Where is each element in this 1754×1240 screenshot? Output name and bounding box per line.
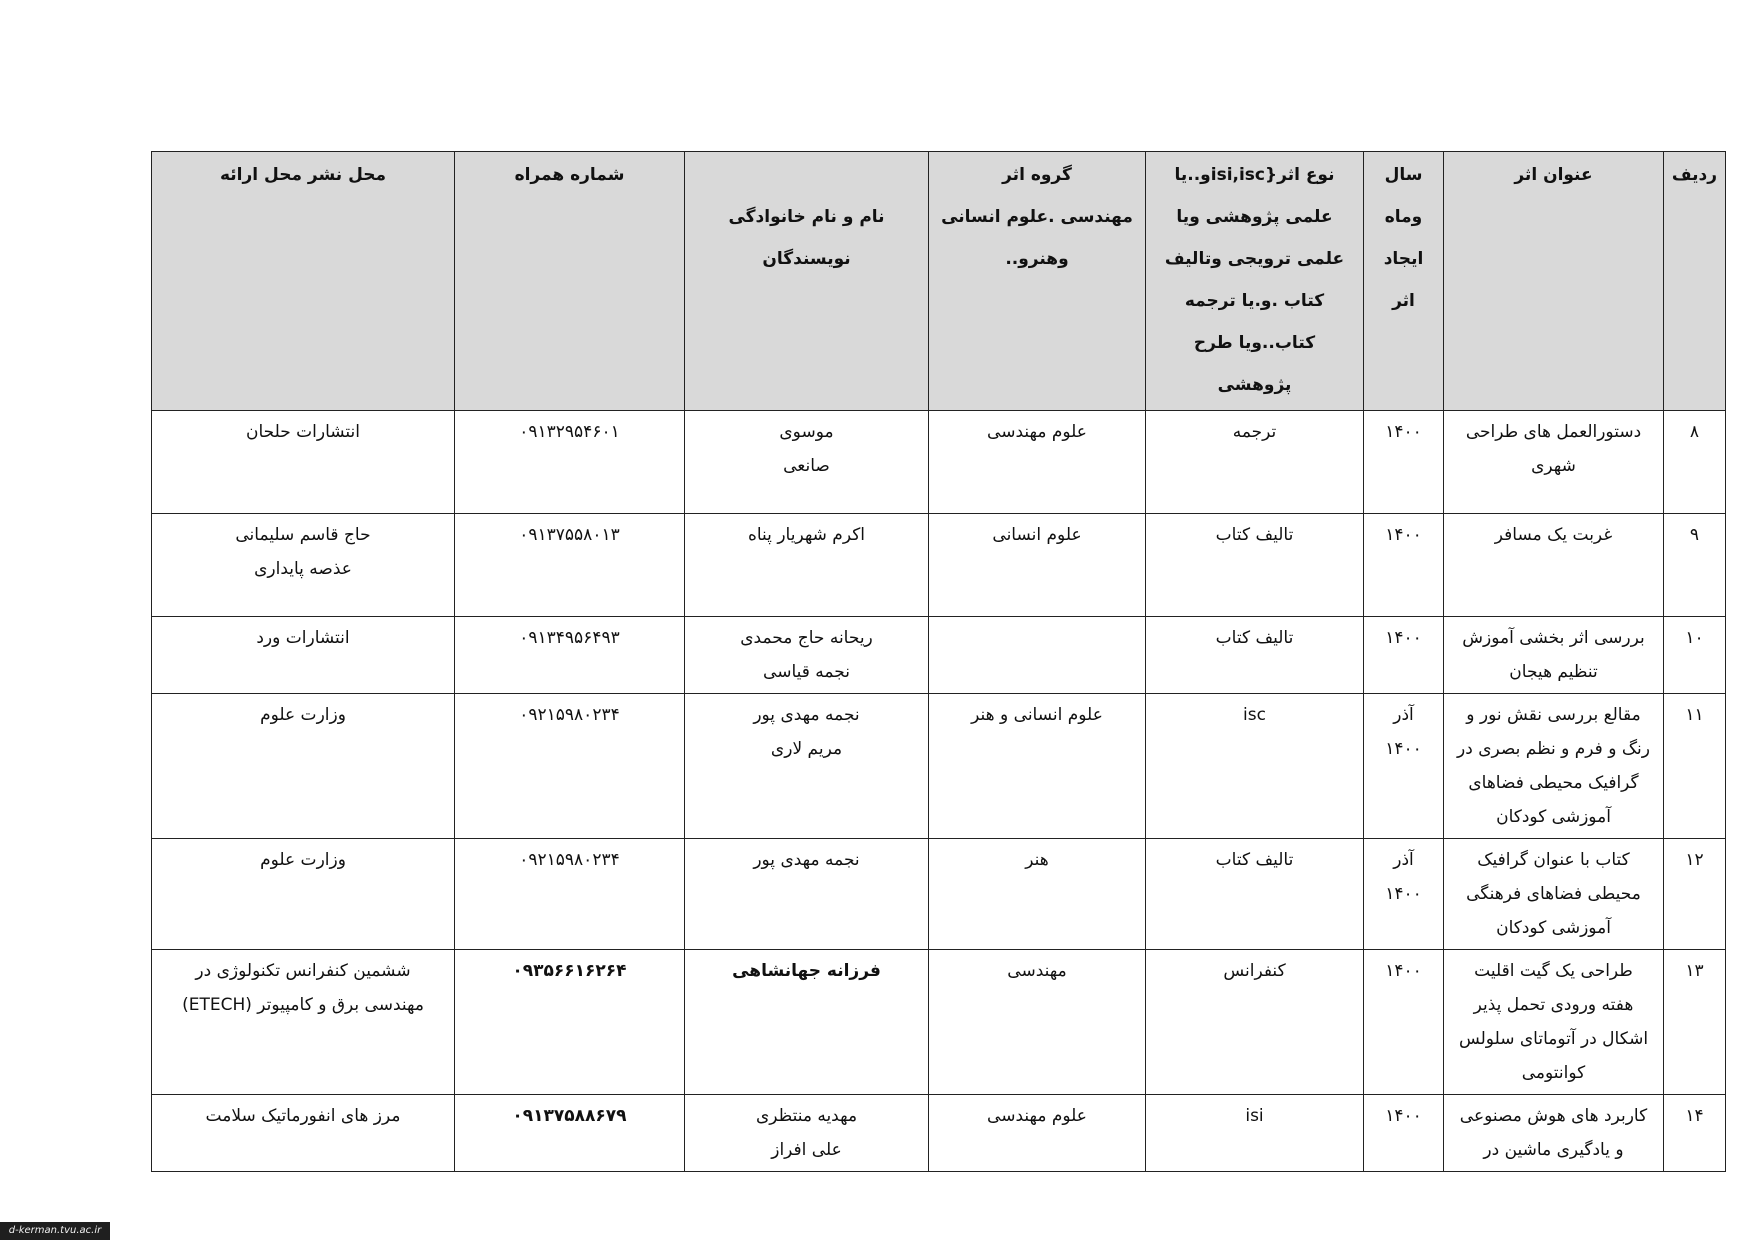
- cell-year: ۱۴۰۰: [1364, 1095, 1444, 1172]
- cell-title: غربت یک مسافر: [1444, 514, 1664, 617]
- header-title: عنوان اثر: [1444, 152, 1664, 411]
- cell-year: ۱۴۰۰: [1364, 514, 1444, 617]
- header-type: نوع اثر{isi,iscو..یا علمی پژوهشی ویا علمی ترویجی وتالیف کتاب .و.یا ترجمه کتاب..ویا طرح پژوهشی: [1146, 152, 1364, 411]
- cell-mobile: ۰۹۱۳۲۹۵۴۶۰۱: [455, 411, 685, 514]
- cell-authors: نجمه مهدی پور: [685, 839, 929, 950]
- cell-mobile: ۰۹۲۱۵۹۸۰۲۳۴: [455, 694, 685, 839]
- header-venue: محل نشر محل ارائه: [152, 152, 455, 411]
- header-authors: نام و نام خانوادگی نویسندگان: [685, 152, 929, 411]
- header-row-no: ردیف: [1664, 152, 1726, 411]
- cell-authors: ریحانه حاج محمدی نجمه قیاسی: [685, 617, 929, 694]
- cell-group: مهندسی: [929, 950, 1146, 1095]
- cell-type: isc: [1146, 694, 1364, 839]
- cell-mobile: ۰۹۱۳۷۵۸۸۶۷۹: [455, 1095, 685, 1172]
- cell-title: مقالع بررسی نقش نور و رنگ و فرم و نظم بصری در گرافیک محیطی فضاهای آموزشی کودکان: [1444, 694, 1664, 839]
- cell-venue: مرز های انفورماتیک سلامت: [152, 1095, 455, 1172]
- cell-type: ترجمه: [1146, 411, 1364, 514]
- cell-venue: وزارت علوم: [152, 694, 455, 839]
- cell-mobile: ۰۹۲۱۵۹۸۰۲۳۴: [455, 839, 685, 950]
- cell-group: [929, 617, 1146, 694]
- table-row: [152, 950, 1726, 1095]
- cell-mobile: ۰۹۱۳۴۹۵۶۴۹۳: [455, 617, 685, 694]
- cell-title: کاربرد های هوش مصنوعی و یادگیری ماشین در: [1444, 1095, 1664, 1172]
- cell-title: طراحی یک گیت اقلیت هفته ورودی تحمل پذیر اشکال در آتوماتای سلولس کوانتومی: [1444, 950, 1664, 1095]
- cell-venue: وزارت علوم: [152, 839, 455, 950]
- table-row: [152, 839, 1726, 950]
- cell-row-no: ۱۴: [1664, 1095, 1726, 1172]
- site-watermark: d-kerman.tvu.ac.ir: [0, 1222, 110, 1240]
- cell-title: دستورالعمل های طراحی شهری: [1444, 411, 1664, 514]
- cell-year: ۱۴۰۰: [1364, 950, 1444, 1095]
- cell-authors: مهدیه منتظری علی افراز: [685, 1095, 929, 1172]
- cell-venue: انتشارات ورد: [152, 617, 455, 694]
- cell-authors: اکرم شهریار پناه: [685, 514, 929, 617]
- cell-venue: ششمین کنفرانس تکنولوژی در مهندسی برق و کامپیوتر (ETECH): [152, 950, 455, 1095]
- works-table: [151, 151, 1726, 1172]
- header-year: سال وماه ایجاد اثر: [1364, 152, 1444, 411]
- cell-mobile: ۰۹۱۳۷۵۵۸۰۱۳: [455, 514, 685, 617]
- cell-row-no: ۸: [1664, 411, 1726, 514]
- cell-group: علوم انسانی و هنر: [929, 694, 1146, 839]
- header-row: [152, 152, 1726, 411]
- table-row: [152, 1095, 1726, 1172]
- cell-row-no: ۱۱: [1664, 694, 1726, 839]
- cell-authors: نجمه مهدی پور مریم لاری: [685, 694, 929, 839]
- cell-row-no: ۱۲: [1664, 839, 1726, 950]
- cell-type: تالیف کتاب: [1146, 514, 1364, 617]
- cell-mobile: ۰۹۳۵۶۶۱۶۲۶۴: [455, 950, 685, 1095]
- cell-title: بررسی اثر بخشی آموزش تنظیم هیجان: [1444, 617, 1664, 694]
- cell-year: ۱۴۰۰: [1364, 617, 1444, 694]
- cell-authors: فرزانه جهانشاهی: [685, 950, 929, 1095]
- table-row: [152, 617, 1726, 694]
- cell-group: علوم مهندسی: [929, 411, 1146, 514]
- cell-year: آذر ۱۴۰۰: [1364, 694, 1444, 839]
- cell-type: تالیف کتاب: [1146, 839, 1364, 950]
- cell-type: isi: [1146, 1095, 1364, 1172]
- cell-year: آذر ۱۴۰۰: [1364, 839, 1444, 950]
- cell-venue: انتشارات حلحان: [152, 411, 455, 514]
- cell-type: کنفرانس: [1146, 950, 1364, 1095]
- header-group: گروه اثر مهندسی .علوم انسانی وهنرو..: [929, 152, 1146, 411]
- table-row: [152, 411, 1726, 514]
- cell-row-no: ۱۳: [1664, 950, 1726, 1095]
- cell-year: ۱۴۰۰: [1364, 411, 1444, 514]
- table-row: [152, 694, 1726, 839]
- cell-row-no: ۱۰: [1664, 617, 1726, 694]
- table-row: [152, 514, 1726, 617]
- cell-group: هنر: [929, 839, 1146, 950]
- cell-type: تالیف کتاب: [1146, 617, 1364, 694]
- cell-title: کتاب با عنوان گرافیک محیطی فضاهای فرهنگی آموزشی کودکان: [1444, 839, 1664, 950]
- cell-venue: حاج قاسم سلیمانی عذصه پایداری: [152, 514, 455, 617]
- cell-authors: موسوی صانعی: [685, 411, 929, 514]
- cell-group: علوم انسانی: [929, 514, 1146, 617]
- cell-row-no: ۹: [1664, 514, 1726, 617]
- cell-group: علوم مهندسی: [929, 1095, 1146, 1172]
- header-mobile: شماره همراه: [455, 152, 685, 411]
